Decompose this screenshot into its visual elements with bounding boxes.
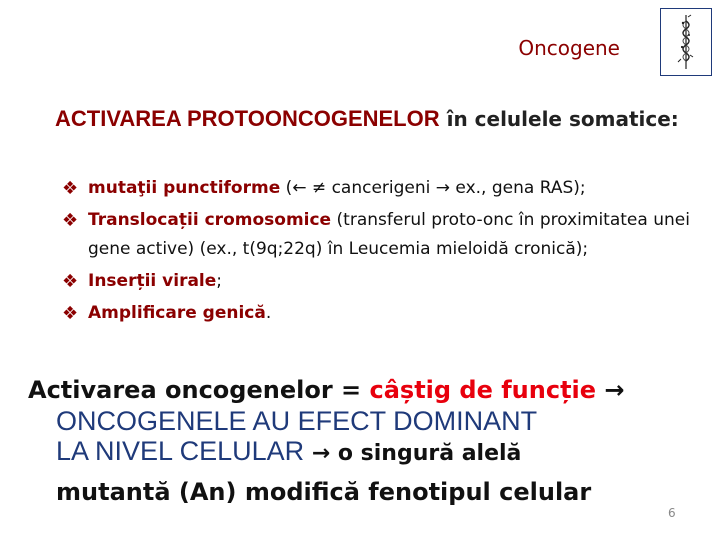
list-item — [62, 174, 690, 203]
bullet-lead: mutaţii punctiforme — [88, 178, 281, 198]
bullet-lead: Inserții virale — [88, 271, 217, 291]
bullet-list — [62, 174, 690, 331]
summary-highlight: câștig de funcție — [369, 376, 597, 404]
summary-block — [28, 374, 688, 508]
summary-caps-line-1: ONCOGENELE AU EFECT DOMINANT — [56, 406, 538, 436]
bullet-lead: Amplificare genică — [88, 303, 266, 323]
summary-last-line: mutantă (An) modifică fenotipul celular — [56, 478, 592, 506]
bullet-lead: Translocații cromosomice — [88, 210, 332, 230]
diamond-bullet-icon: ❖ — [62, 178, 79, 199]
diamond-bullet-icon: ❖ — [62, 210, 79, 231]
bullet-body: (← ≠ cancerigeni → ex., gena RAS); — [280, 178, 586, 198]
page-number: 6 — [668, 506, 676, 520]
heading-caps: ACTIVAREA PROTOONCOGENELOR — [55, 106, 440, 131]
summary-part1: Activarea oncogenelor = — [28, 376, 370, 404]
summary-caps-line-2: LA NIVEL CELULAR — [56, 436, 305, 466]
caduceus-icon — [661, 9, 710, 74]
bullet-body: . — [265, 303, 272, 323]
summary-tail: → o singură alelă — [304, 441, 522, 466]
summary-line — [28, 374, 688, 406]
slide-heading — [55, 102, 690, 136]
logo — [660, 8, 712, 76]
list-item — [62, 206, 690, 264]
summary-arrow: → — [596, 376, 625, 404]
bullet-body: (transferul proto-onc în proximitatea unei gene active) (ex., t(9q;22q) în Leucemia mieloidă cronică); — [88, 210, 690, 259]
bullet-body: ; — [216, 271, 223, 291]
diamond-bullet-icon: ❖ — [62, 271, 79, 292]
diamond-bullet-icon: ❖ — [62, 303, 79, 324]
list-item — [62, 267, 690, 296]
summary-caps-row — [28, 436, 688, 470]
heading-rest: în celulele somatice: — [439, 107, 679, 131]
list-item — [62, 299, 690, 328]
page-title: Oncogene — [518, 36, 620, 60]
